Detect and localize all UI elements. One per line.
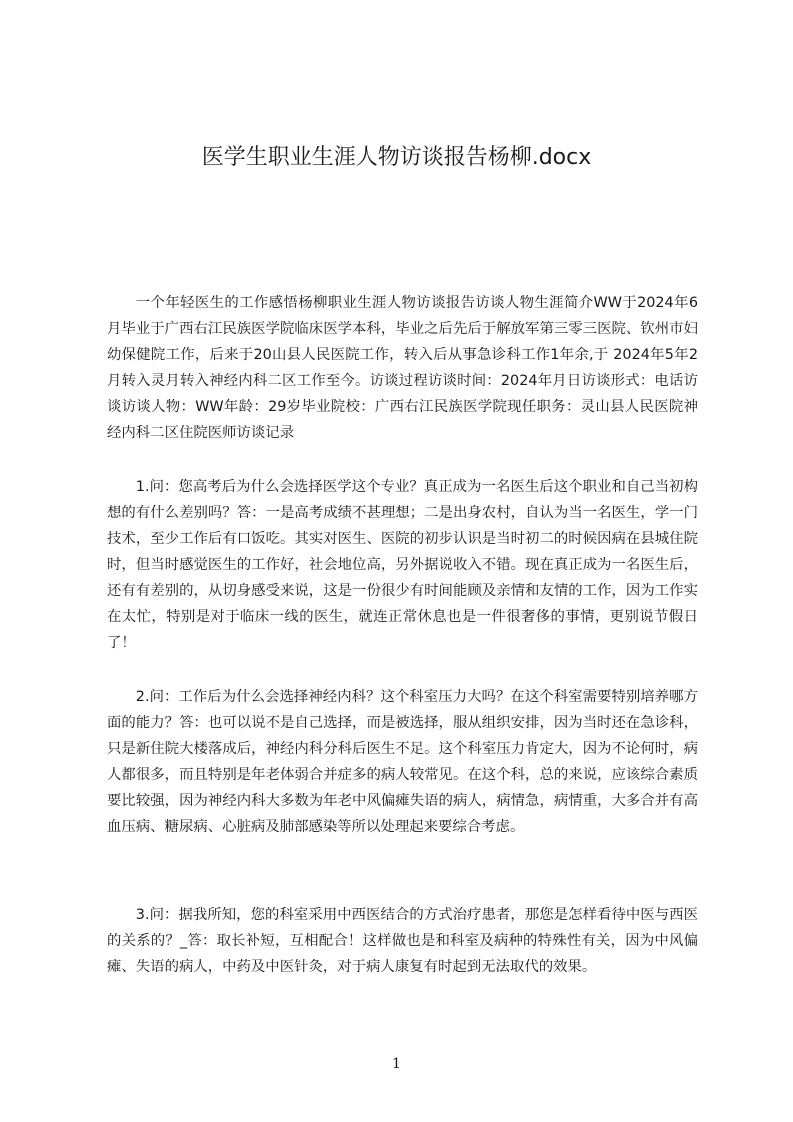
paragraph-question-3: 3.问：据我所知，您的科室采用中西医结合的方式治疗患者，那您是怎样看待中医与西医的关系的？_答：取长补短，互相配合！这样做也是和科室及病种的特殊性有关，因为中风偏瘫、失语的病人，中药及中医针灸，对于病人康复有时起到无法取代的效果。 xyxy=(107,907,698,975)
page-number: 1 xyxy=(392,1056,401,1072)
paragraph-question-2: 2.问：工作后为什么会选择神经内科？这个科室压力大吗？在这个科室需要特别培养哪方面的能力？答：也可以说不是自己选择，而是被选择，服从组织安排，因为当时还在急诊科，只是新住院大楼落成后，神经内科分科后医生不足。这个科室压力肯定大，因为不论何时，病人都很多，而且特别是年老体弱合并症多的病人较常见。在这个科，总的来说，应该综合素质要比较强，因为神经内科大多数为年老中风偏瘫失语的病人，病情急，病情重，大多合并有高血压病、糖尿病、心脏病及肺部感染等所以处理起来要综合考虑。 xyxy=(107,689,698,835)
paragraph-question-1: 1.问：您高考后为什么会选择医学这个专业？真正成为一名医生后这个职业和自己当初构想的有什么差别吗？答：一是高考成绩不甚理想；二是出身农村，自认为当一名医生，学一门技术，至少工作后有口饭吃。其实对医生、医院的初步认识是当时初二的时候因病在县城住院时，但当时感觉医生的工作好，社会地位高，另外据说收入不错。现在真正成为一名医生后，还有有差别的，从切身感受来说，这是一份很少有时间能顾及亲情和友情的工作，因为工作实在太忙，特别是对于临床一线的医生，就连正常休息也是一件很奢侈的事情，更别说节假日了！ xyxy=(107,479,698,651)
paragraph-introduction: 一个年轻医生的工作感悟杨柳职业生涯人物访谈报告访谈人物生涯简介WW于2024年6月毕业于广西右江民族医学院临床医学本科，毕业之后先后于解放军第三零三医院、钦州市妇幼保健院工作，后来于20山县人民医院工作，转入后从事急诊科工作1年余,于 2024年5年2月转入灵月转入神经内科二区工作至今。访谈过程访谈时间：2024年月日访谈形式：电话访谈访谈人物：WW年龄：29岁毕业院校：广西右江民族医学院现任职务：灵山县人民医院神经内科二区住院医师访谈记录 xyxy=(107,295,698,441)
document-title: 医学生职业生涯人物访谈报告杨柳.docx xyxy=(201,145,592,170)
